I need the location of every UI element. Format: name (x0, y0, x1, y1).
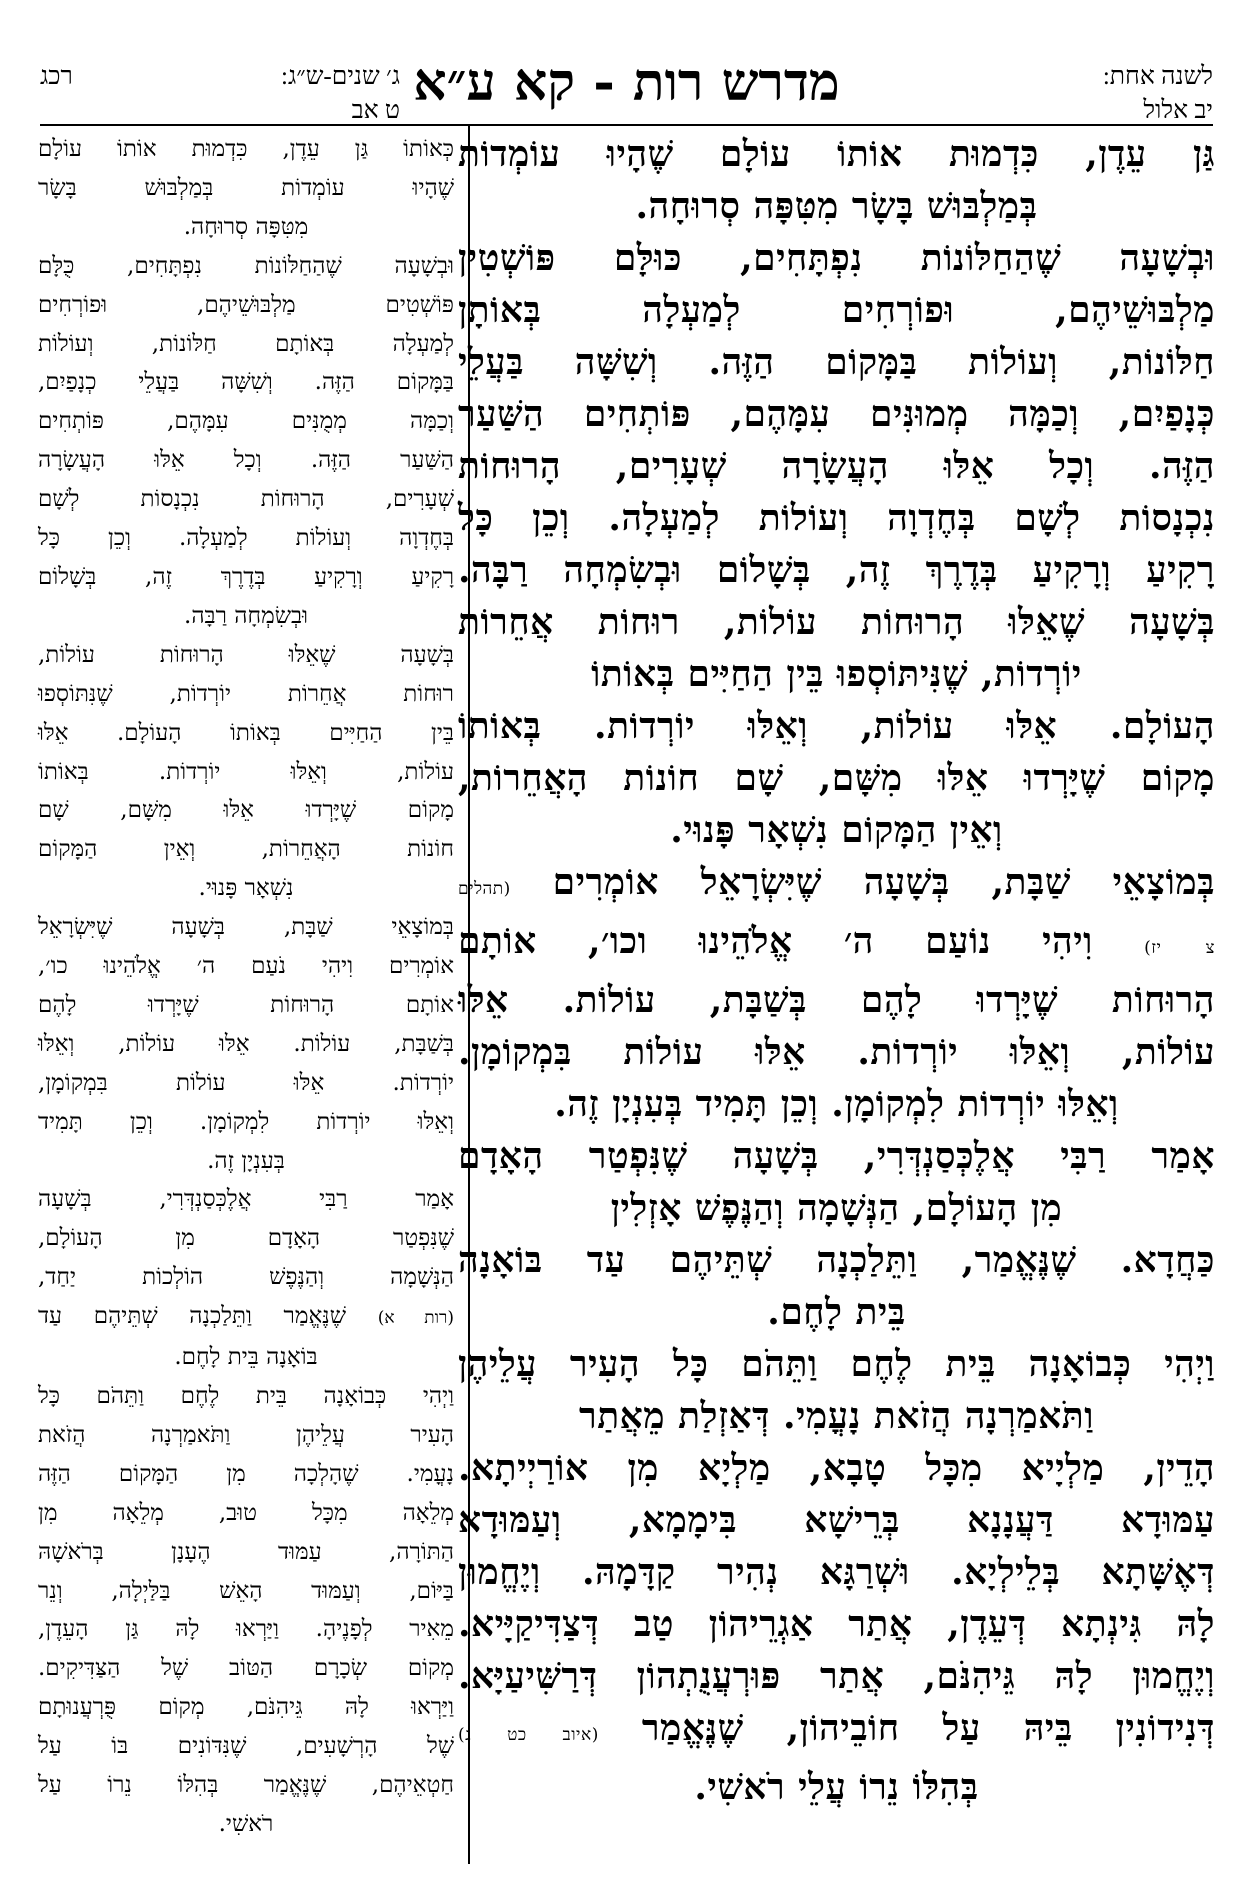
main-line: וַתֹּאמַרְנָה הֲזֹאת נָעֳמִי. דְּאַזְלַת מֵאֲתַר (579, 1395, 1094, 1437)
side-line: יוֹרְדוֹת. אֵלּוּ עוֹלוֹת בִּמְקוֹמָן, (38, 1069, 454, 1096)
side-line: שֶׁנִּפְטַר הָאָדָם מִן הָעוֹלָם, (38, 1225, 454, 1252)
main-line-with-ref (458, 915, 1215, 974)
side-line: וּבְשִׂמְחָה רַבָּה. (184, 602, 308, 629)
side-line: לְמַעְלָה בְּאוֹתָם חַלּוֹנוֹת, וְעוֹלוֹת (38, 330, 454, 357)
main-line: הָעוֹלָם. אֵלּוּ עוֹלוֹת, וְאֵלּוּ יוֹרְדוֹת. בְּאוֹתוֹ (458, 705, 1215, 747)
side-line: כְּאוֹתוֹ גַּן עֵדֶן, כִּדְמוּת אוֹתוֹ עוֹלָם (38, 136, 454, 162)
side-line: נִשְׁאָר פָּנוּי. (198, 875, 294, 902)
side-line: שֶׁל הָרְשָׁעִים, שֶׁנִּדּוֹנִים בּוֹ עַל (38, 1733, 454, 1760)
main-text-column (458, 128, 1215, 1813)
main-line: עוֹלוֹת, וְאֵלּוּ יוֹרְדוֹת. אֵלּוּ עוֹלוֹת בִּמְקוֹמָן. (458, 1031, 1215, 1073)
main-line: וּבְשָׁעָה שֶׁהַחַלּוֹנוֹת נִפְתָּחִים, כּוּלָּם פּוֹשְׁטִין (458, 237, 1215, 279)
main-line: הָרוּחוֹת שֶׁיָּרְדוּ לָהֶם בְּשַׁבָּת, עוֹלוֹת. אֵלּוּ (458, 979, 1215, 1021)
side-line: בְּחֶדְוָה וְעוֹלוֹת לְמַעְלָה. וְכֵן כָּל (38, 525, 454, 552)
page-number: רכג (40, 63, 73, 90)
main-line-with-ref (458, 1702, 1215, 1761)
side-line: רוּחוֹת אֲחֵרוֹת יוֹרְדוֹת, שֶׁנִּתּוֹסְפוּ (38, 680, 454, 707)
three-year-schedule-label: ג׳ שנים-ש״ג: (281, 63, 400, 90)
tehillim-reference: (תהלים (458, 879, 511, 899)
three-year-schedule-date: ט אב (351, 97, 400, 124)
side-line: וְכַמָּה מְמֻנִּים עִמָּהֶם, פּוֹתְחִים (38, 408, 454, 435)
side-line: פּוֹשְׁטִים מַלְבּוּשֵׁיהֶם, וּפוֹרְחִים (38, 291, 454, 318)
side-line: הָעִיר עֲלֵיהֶן וַתֹּאמַרְנָה הֲזֹאת (38, 1421, 454, 1448)
tehillim-reference-cont: צ יז) (1144, 938, 1216, 958)
side-line: הַשַּׁעַר הַזֶּה. וְכָל אֵלּוּ הָעֲשָׂרָה (38, 447, 454, 474)
side-line: בַּיּוֹם, וְעַמּוּד הָאֵשׁ בַּלַּיְלָה, וְנֵר (38, 1577, 454, 1604)
side-line: הַתּוֹרָה, עַמּוּד הֶעָנָן בְּרֹאשָׁהּ (38, 1538, 454, 1565)
side-line: וַיְהִי כְּבוֹאָנָה בֵּית לֶחֶם וַתֵּהֹם כָּל (38, 1383, 454, 1409)
main-line: הַזֶּה. וְכָל אֵלּוּ הָעֲשָׂרָה שְׁעָרִים, הָרוּחוֹת (458, 445, 1215, 487)
side-line: בֵּין הַחַיִּים בְּאוֹתוֹ הָעוֹלָם. אֵלּוּ (38, 719, 454, 746)
side-line: מָקוֹם שֶׁיָּרְדוּ אֵלּוּ מִשָּׁם, שָׁם (38, 797, 454, 824)
main-line: רָקִיעַ וְרָקִיעַ בְּדֶרֶךְ זֶה, בְּשָׁלוֹם וּבְשִׂמְחָה רַבָּה. (458, 549, 1215, 591)
header-left (40, 60, 400, 128)
main-line: מִן הָעוֹלָם, הַנְּשָׁמָה וְהַנֶּפֶשׁ אָזְלִין (610, 1187, 1063, 1229)
side-line: וַיַּרְאוּ לָהּ גֵּיהִנֹּם, מְקוֹם פֻּרְעֲנוּתָם (38, 1694, 454, 1721)
main-line: מַלְבּוּשֵׁיהֶם, וּפוֹרְחִים לְמַעְלָה בְּאוֹתָן (458, 289, 1215, 331)
main-line: גַּן עֵדֶן, כִּדְמוּת אוֹתוֹ עוֹלָם שֶׁהָיוּ עוֹמְדוֹת (458, 133, 1215, 175)
main-line-text: וִיהִי נוֹעַם ה׳ אֱלֹהֵינוּ וכו׳, אוֹתָם (458, 920, 1093, 962)
side-line: שְׁעָרִים, הָרוּחוֹת נִכְנָסוֹת לְשָׁם (38, 486, 454, 513)
main-line: בְּהִלּוֹ נֵרוֹ עֲלֵי רֹאשִׁי. (694, 1766, 979, 1808)
main-line: לָהּ גִּינְתָא דְּעֵדֶן, אֲתַר אַגְרֵיהוֹן טַב דְּצַדִּיקַיָּיא. (458, 1603, 1215, 1645)
main-line: אָמַר רַבִּי אֲלֶכְּסַנְדְּרִי, בְּשָׁעָה שֶׁנִּפְטַר הָאָדָם (458, 1135, 1215, 1177)
page-title: מדרש רות - קא ע״א (413, 52, 840, 113)
main-line: כַּחֲדָא. שֶׁנֶּאֱמַר, וַתֵּלַכְנָה שְׁתֵּיהֶם עַד בּוֹאָנָה (458, 1239, 1215, 1281)
one-year-schedule-date: יב אלול (1143, 97, 1213, 124)
main-line: הָדֵין, מַלְיָיא מִכָּל טָבָא, מַלְיָא מִן אוֹרַיְיתָא. (458, 1447, 1215, 1489)
translation-column (38, 130, 454, 1844)
side-line: אָמַר רַבִּי אֲלֶכְּסַנְדְּרִי, בְּשָׁעָה (38, 1186, 454, 1213)
side-line-with-ref (38, 1297, 454, 1338)
side-line: מְלֵאָה מִכָּל טוּב, מְלֵאָה מִן (38, 1499, 454, 1526)
main-line: חַלּוֹנוֹת, וְעוֹלוֹת בַּמָּקוֹם הַזֶּה. וְשִׁשָּׁה בַּעֲלֵי (458, 341, 1215, 383)
main-line: בֵּית לָחֶם. (767, 1291, 906, 1333)
side-line: עוֹלוֹת, וְאֵלּוּ יוֹרְדוֹת. בְּאוֹתוֹ (38, 758, 454, 785)
side-line: בְּשָׁעָה שֶׁאֵלּוּ הָרוּחוֹת עוֹלוֹת, (38, 641, 454, 668)
side-line: בְּשַׁבָּת, עוֹלוֹת. אֵלּוּ עוֹלוֹת, וְאֵלּוּ (38, 1030, 454, 1057)
side-line: וְאֵלּוּ יוֹרְדוֹת לִמְקוֹמָן. וְכֵן תָּמִיד (38, 1108, 454, 1135)
side-line: בַּמָּקוֹם הַזֶּה. וְשִׁשָּׁה בַּעֲלֵי כְנָפַיִם, (38, 369, 454, 396)
header-divider (40, 124, 1213, 126)
side-line: הַנְּשָׁמָה וְהַנֶּפֶשׁ הוֹלְכוֹת יַחַד, (38, 1264, 454, 1291)
side-line: וּבְשָׁעָה שֶׁהַחַלּוֹנוֹת נִפְתָּחִים, כֻּלָּם (38, 252, 454, 279)
side-line: נָעֳמִי. שֶׁהָלְכָה מִן הַמָּקוֹם הַזֶּה (38, 1460, 454, 1487)
side-line: חוֹנוֹת הָאֲחֵרוֹת, וְאֵין הַמָּקוֹם (38, 836, 454, 863)
rut-reference: (רות א) (377, 1308, 454, 1329)
side-line: מֵאִיר לְפָנֶיהָ. וַיַּרְאוּ לָהּ גַּן הָעֵדֶן, (38, 1616, 454, 1643)
one-year-schedule-label: לשנה אחת: (1102, 63, 1213, 90)
side-line: חַטְאֵיהֶם, שֶׁנֶּאֱמַר בְּהִלּוֹ נֵרוֹ עַל (38, 1772, 454, 1799)
main-line-text: בְּמוֹצָאֵי שַׁבָּת, בְּשָׁעָה שֶׁיִּשְׂרָאֵל אוֹמְרִים (552, 861, 1215, 903)
iyov-reference: (איוב כט ג) (458, 1725, 599, 1745)
side-line: בְּמוֹצָאֵי שַׁבָּת, בְּשָׁעָה שֶׁיִּשְׂרָאֵל (38, 914, 454, 941)
side-line: מִטִּפָּה סְרוּחָה. (183, 213, 309, 240)
main-line: וַיְהִי כְּבוֹאָנָה בֵּית לֶחֶם וַתֵּהֹם כָּל הָעִיר עֲלֵיהֶן (458, 1343, 1215, 1385)
side-line: רָקִיעַ וְרָקִיעַ בְּדֶרֶךְ זֶה, בְּשָׁלוֹם (38, 563, 454, 590)
side-line: בּוֹאָנָה בֵּית לָחֶם. (174, 1344, 318, 1371)
main-line: עַמּוּדָא דַּעֲנָנָא בְּרֵישָׁא בִּימָמָא, וְעַמּוּדָא (458, 1499, 1215, 1541)
side-line: רֹאשִׁי. (218, 1810, 274, 1837)
main-line: וְאֵין הַמָּקוֹם נִשְׁאָר פָּנוּי. (670, 809, 1003, 851)
main-line-text: דְּנִידוֹנִין בֵּיהּ עַל חוֹבֵיהוֹן, שֶׁנֶּאֱמַר (641, 1707, 1215, 1749)
main-line: יוֹרְדוֹת, שֶׁנִּיתּוֹסְפוּ בֵּין הַחַיִּים בְּאוֹתוֹ (591, 653, 1082, 695)
main-line-with-ref (458, 856, 1215, 915)
main-line: בְּשָׁעָה שֶׁאֵלּוּ הָרוּחוֹת עוֹלוֹת, רוּחוֹת אֲחֵרוֹת (458, 601, 1215, 643)
main-line: מָקוֹם שֶׁיָּרְדוּ אֵלּוּ מִשָּׁם, שָׁם חוֹנוֹת הָאֲחֵרוֹת, (458, 757, 1215, 799)
side-line: מְקוֹם שְׂכָרָם הַטּוֹב שֶׁל הַצַּדִּיקִים. (38, 1655, 454, 1682)
main-line: וְאֵלּוּ יוֹרְדוֹת לִמְקוֹמָן. וְכֵן תָּמִיד בְּעִנְיָן זֶה. (554, 1083, 1119, 1125)
side-line: שֶׁהָיוּ עוֹמְדוֹת בְּמַלְבּוּשׁ בָּשָׂר (38, 174, 454, 201)
main-line: וְיֶחֱמוּן לָהּ גֵּיהִנֹּם, אֲתַר פּוּרְעֲנֻתְהוֹן דְּרַשִּׁיעַיָּא. (458, 1655, 1215, 1697)
main-line: דְּאֶשָּׁתָא בְּלֵילְיָא. וּשְׁרַגָּא נְהִיר קַדָּמָהּ. וְיֶחֱמוּן (458, 1551, 1215, 1593)
main-line: בְּמַלְבּוּשׁ בָּשָׂר מִטִּפָּה סְרוּחָה. (635, 185, 1038, 227)
side-line: בְּעִנְיָן זֶה. (207, 1147, 285, 1174)
side-line: אוֹמְרִים וִיהִי נֹעַם ה׳ אֱלֹהֵינוּ כו׳, (38, 953, 454, 980)
side-line: אוֹתָם הָרוּחוֹת שֶׁיָּרְדוּ לָהֶם (38, 991, 454, 1018)
side-line-text: שֶׁנֶּאֱמַר וַתֵּלַכְנָה שְׁתֵּיהֶם עַד (38, 1303, 347, 1330)
main-line: נִכְנָסוֹת לְשָׁם בְּחֶדְוָה וְעוֹלוֹת לְמַעְלָה. וְכֵן כָּל (458, 497, 1215, 539)
main-line: כְּנָפַיִם, וְכַמָּה מְמוּנִּים עִמָּהֶם, פּוֹתְחִים הַשַּׁעַר (458, 393, 1215, 435)
